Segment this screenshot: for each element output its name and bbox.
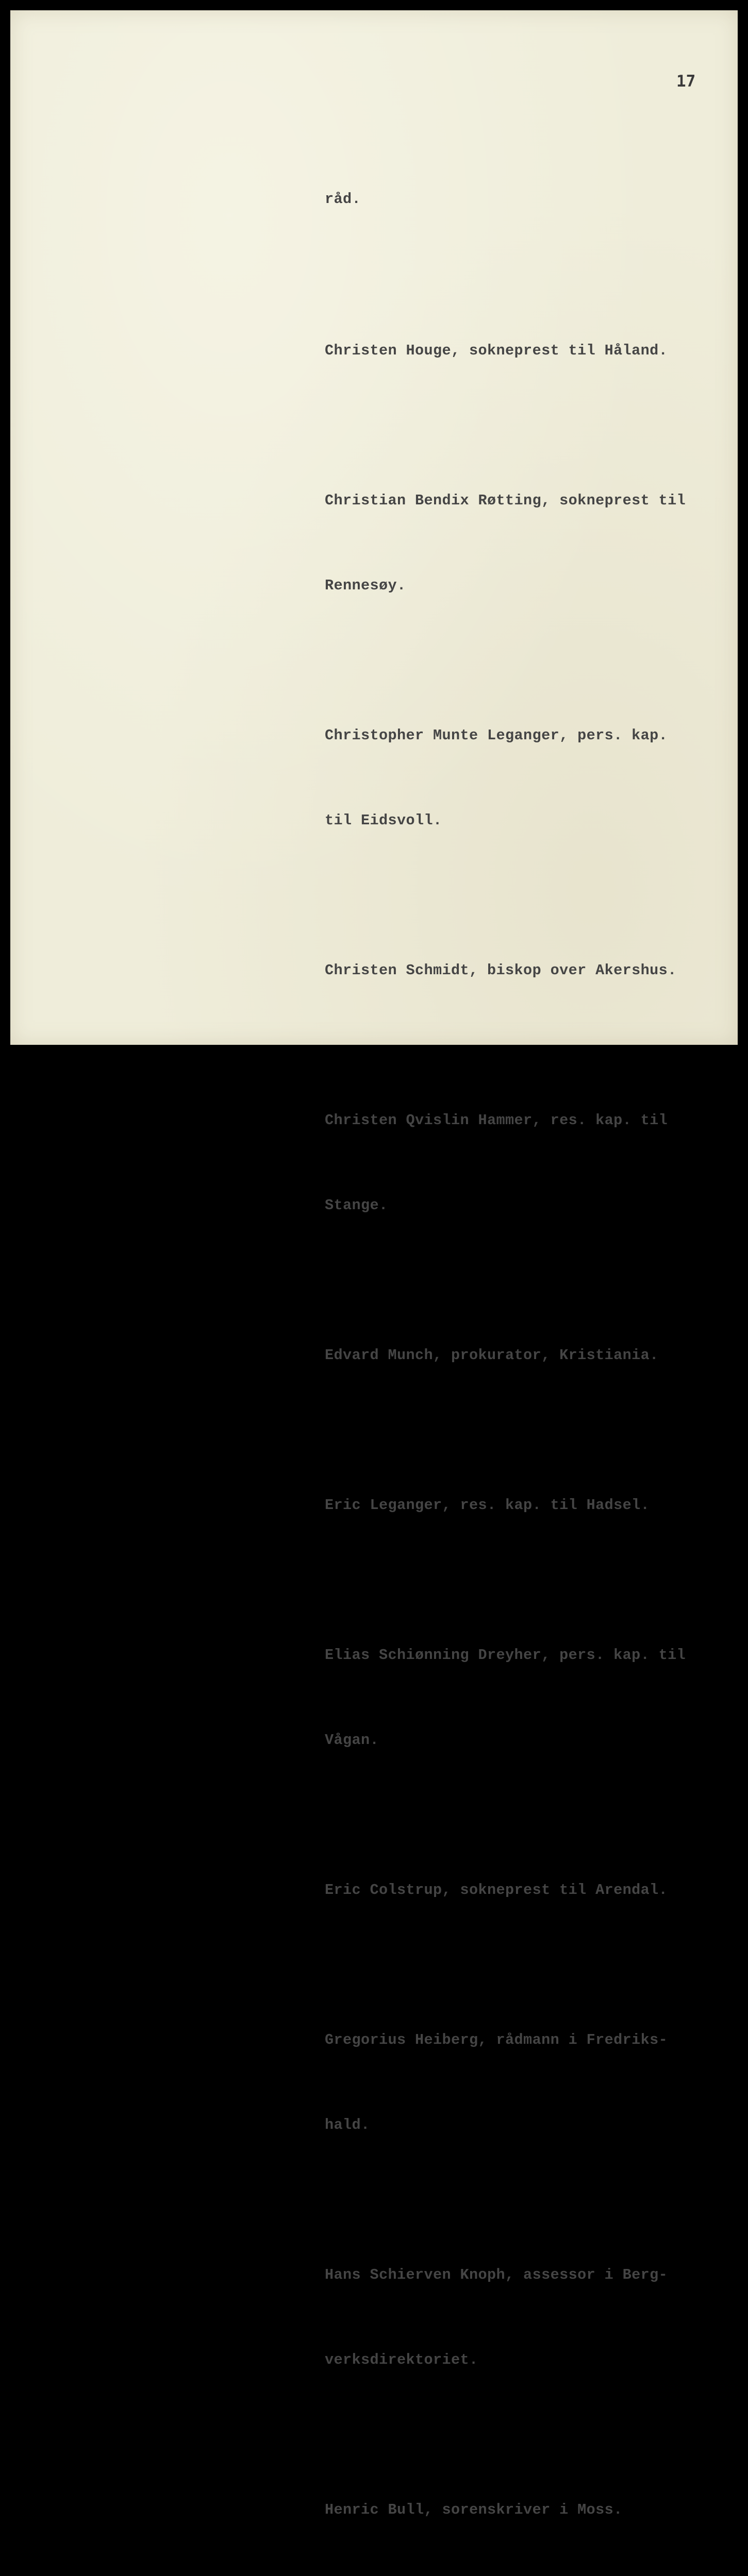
entry-line: Christen Qvislin Hammer, res. kap. til	[325, 1112, 668, 1129]
list-entry	[325, 2439, 717, 2576]
entry-line: Christopher Munte Leganger, pers. kap.	[325, 727, 668, 744]
list-entry	[325, 2204, 717, 2431]
entry-line: Eric Colstrup, sokneprest til Arendal.	[325, 1882, 668, 1899]
entry-line: Vågan.	[325, 1732, 379, 1749]
entry-line: råd.	[325, 191, 361, 208]
entry-line: Rennesøy.	[325, 577, 406, 594]
entry-line: Elias Schiønning Dreyher, pers. kap. til	[325, 1647, 686, 1664]
entry-line: Henric Bull, sorenskriver i Moss.	[325, 2501, 623, 2518]
list-entry	[325, 430, 717, 656]
entry-line: Edvard Munch, prokurator, Kristiania.	[325, 1347, 659, 1364]
list-entry	[325, 1049, 717, 1276]
entry-line: verksdirektoriet.	[325, 2351, 478, 2368]
list-entry	[325, 1969, 717, 2196]
list-entry	[325, 900, 717, 1041]
page-number: 17	[676, 72, 696, 91]
entry-line: Hans Schierven Knoph, assessor i Berg-	[325, 2266, 668, 2283]
list-entry	[325, 1434, 717, 1576]
list-entry	[325, 280, 717, 421]
entry-line: Stange.	[325, 1197, 388, 1214]
list-entry	[325, 665, 717, 891]
entry-line: Christen Schmidt, biskop over Akershus.	[325, 962, 677, 979]
list-entry	[325, 1819, 717, 1961]
list-entry	[325, 1284, 717, 1426]
typewritten-page	[10, 10, 738, 2518]
entry-line: Christen Houge, sokneprest til Håland.	[325, 342, 668, 359]
name-list	[325, 128, 717, 2576]
entry-line: Gregorius Heiberg, rådmann i Fredriks-	[325, 2031, 668, 2048]
entry-line: Eric Leganger, res. kap. til Hadsel.	[325, 1497, 650, 1514]
entry-line: til Eidsvoll.	[325, 812, 442, 829]
entry-line: hald.	[325, 2116, 370, 2133]
list-entry	[325, 1584, 717, 1811]
entry-line: Christian Bendix Røtting, sokneprest til	[325, 492, 686, 509]
list-entry	[325, 128, 717, 270]
